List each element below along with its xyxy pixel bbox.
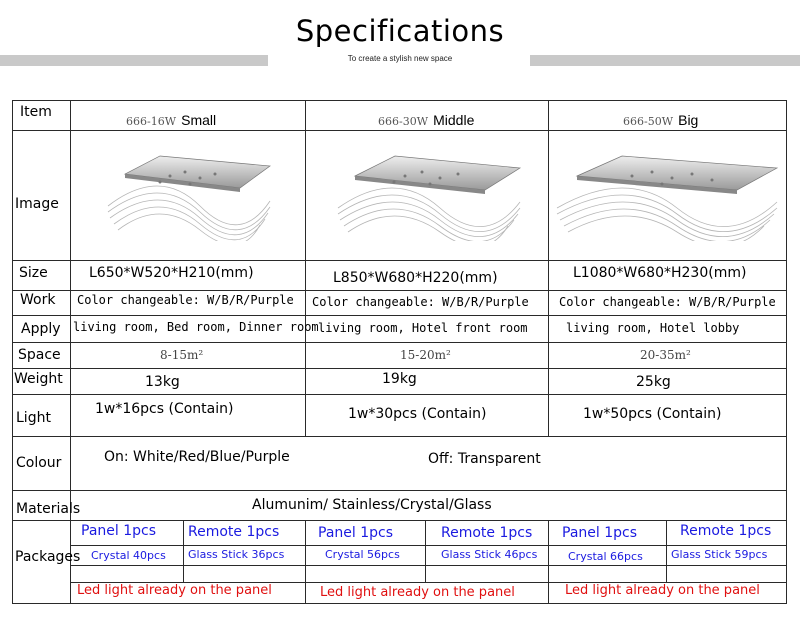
work-big: Color changeable: W/B/R/Purple (559, 295, 776, 309)
page-subtitle: To create a stylish new space (347, 54, 453, 63)
model-code: 666-50W (623, 115, 674, 128)
chandelier-image-middle (330, 146, 530, 241)
label-materials: Materials (16, 501, 81, 517)
label-light: Light (16, 410, 51, 426)
size-name: Big (678, 112, 699, 128)
label-image: Image (15, 196, 59, 212)
apply-small: living room, Bed room, Dinner room (73, 320, 319, 334)
pkg-note-small: Led light already on the panel (77, 583, 272, 598)
colour-on: On: White/Red/Blue/Purple (104, 449, 290, 465)
light-small: 1w*16pcs (Contain) (95, 401, 234, 417)
pkg-row-line-2 (70, 565, 787, 566)
pkg-glass-middle: Glass Stick 46pcs (441, 548, 538, 561)
size-name: Middle (433, 112, 475, 128)
product-model-small (126, 110, 216, 129)
row-line-item (12, 130, 787, 131)
light-middle: 1w*30pcs (Contain) (348, 406, 487, 422)
space-big: 20-35m² (640, 348, 691, 362)
table-border-top (12, 100, 787, 101)
work-middle: Color changeable: W/B/R/Purple (312, 295, 529, 309)
pkg-glass-small: Glass Stick 36pcs (188, 548, 285, 561)
chandelier-image-big (552, 146, 782, 241)
pkg-note-big: Led light already on the panel (565, 583, 760, 598)
row-line-materials (12, 520, 787, 521)
space-middle: 15-20m² (400, 348, 451, 362)
pkg-row-line-1 (70, 545, 787, 546)
colour-off: Off: Transparent (428, 451, 541, 467)
pkg-note-middle: Led light already on the panel (320, 585, 515, 600)
pkg-divider-2 (548, 520, 549, 604)
model-code: 666-30W (378, 115, 429, 128)
space-small: 8-15m² (160, 348, 204, 362)
chandelier-image-small (100, 146, 280, 241)
label-packages: Packages (15, 549, 81, 565)
table-border-left (12, 100, 13, 604)
pkg-panel-middle: Panel 1pcs (318, 525, 394, 541)
size-name: Small (181, 112, 217, 128)
table-border-bottom (12, 603, 787, 604)
row-line-apply (12, 342, 787, 343)
apply-middle: living room, Hotel front room (318, 321, 528, 335)
product-divider-2 (548, 100, 549, 436)
label-item: Item (20, 104, 52, 120)
row-line-image (12, 260, 787, 261)
label-colour: Colour (16, 455, 62, 471)
pkg-divider-b (425, 520, 426, 582)
product-divider-1 (305, 100, 306, 436)
label-apply: Apply (21, 321, 61, 337)
pkg-glass-big: Glass Stick 59pcs (671, 548, 768, 561)
row-line-light (12, 436, 787, 437)
label-space: Space (18, 347, 61, 363)
pkg-panel-small: Panel 1pcs (81, 523, 157, 539)
pkg-divider-1 (305, 520, 306, 604)
pkg-crystal-big: Crystal 66pcs (568, 550, 643, 563)
page-title: Specifications (295, 14, 505, 48)
weight-small: 13kg (145, 374, 180, 390)
model-code: 666-16W (126, 115, 177, 128)
pkg-crystal-middle: Crystal 56pcs (325, 548, 400, 561)
row-line-space (12, 368, 787, 369)
apply-big: living room, Hotel lobby (566, 321, 740, 335)
row-line-work (12, 315, 787, 316)
work-small: Color changeable: W/B/R/Purple (77, 293, 294, 307)
label-work: Work (20, 292, 56, 308)
weight-middle: 19kg (382, 371, 417, 387)
pkg-divider-c (666, 520, 667, 582)
label-weight: Weight (14, 371, 63, 387)
pkg-remote-middle: Remote 1pcs (441, 525, 533, 541)
size-big: L1080*W680*H230(mm) (573, 265, 747, 281)
row-line-size (12, 290, 787, 291)
table-border-right (786, 100, 787, 604)
weight-big: 25kg (636, 374, 671, 390)
materials-value: Alumunim/ Stainless/Crystal/Glass (252, 497, 492, 513)
pkg-remote-small: Remote 1pcs (188, 524, 280, 540)
pkg-divider-a (183, 520, 184, 582)
label-column-divider (70, 100, 71, 604)
product-model-big (623, 110, 698, 129)
pkg-crystal-small: Crystal 40pcs (91, 549, 166, 562)
label-size: Size (19, 265, 48, 281)
size-small: L650*W520*H210(mm) (89, 265, 254, 281)
row-line-weight (12, 394, 787, 395)
row-line-colour (12, 490, 787, 491)
pkg-remote-big: Remote 1pcs (680, 523, 772, 539)
pkg-panel-big: Panel 1pcs (562, 525, 638, 541)
product-model-middle (378, 110, 474, 129)
light-big: 1w*50pcs (Contain) (583, 406, 722, 422)
size-middle: L850*W680*H220(mm) (333, 270, 498, 286)
